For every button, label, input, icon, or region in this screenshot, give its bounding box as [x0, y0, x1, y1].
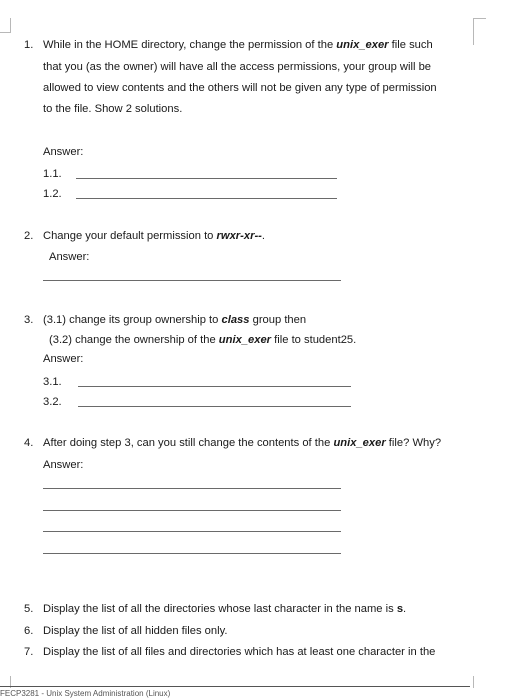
q7-number: 7. [24, 646, 34, 658]
q6-text: Display the list of all hidden files only. [43, 625, 228, 637]
q1-line-2: that you (as the owner) will have all the access permissions, your group will be [43, 61, 432, 73]
q3-text-c: group then [249, 314, 307, 326]
q3-text-2c: file to student25. [271, 334, 357, 346]
q1-answer-1-label: 1.1. [43, 168, 62, 180]
q2-text-a: Change your default permission to [43, 230, 217, 242]
q3-number: 3. [24, 314, 34, 326]
q3-answer-1-label: 3.1. [43, 376, 62, 388]
q3-text-a: (3.1) change its group ownership to [43, 314, 222, 326]
footer-rule [0, 686, 470, 687]
q1-answer-2-line[interactable] [76, 198, 337, 199]
q7-text: Display the list of all files and directories which has at least one character in the [43, 646, 436, 658]
q2-answer-label: Answer: [49, 251, 90, 263]
q4-answer-line-3[interactable] [43, 531, 341, 532]
q3-group: class [221, 314, 250, 326]
q5-number: 5. [24, 603, 34, 615]
q5-char: s [396, 603, 404, 615]
q5-text [43, 603, 406, 615]
q1-line-1 [43, 39, 433, 51]
q3-line-1 [43, 314, 306, 326]
q5-text-a: Display the list of all the directories whose last character in the name is [43, 603, 397, 615]
q1-text-c: file such [388, 39, 433, 51]
q4-answer-line-2[interactable] [43, 510, 341, 511]
q4-number: 4. [24, 437, 34, 449]
q1-number: 1. [24, 39, 34, 51]
q3-answer-2-line[interactable] [78, 406, 351, 407]
footer-text: FECP3281 - Unix System Administration (Linux) [0, 689, 171, 698]
crop-mark-bottom-right [473, 676, 486, 688]
q3-line-2 [49, 334, 356, 346]
q1-answer-2-label: 1.2. [43, 188, 62, 200]
q3-filename: unix_exer [218, 334, 272, 346]
q5-text-c: . [403, 603, 407, 615]
q4-answer-label: Answer: [43, 459, 84, 471]
q2-answer-line[interactable] [43, 280, 341, 281]
q4-text-c: file? Why? [385, 437, 442, 449]
q6-number: 6. [24, 625, 34, 637]
q1-line-4: to the file. Show 2 solutions. [43, 103, 183, 115]
q2-number: 2. [24, 230, 34, 242]
q3-answer-1-line[interactable] [78, 386, 351, 387]
q1-answer-1-line[interactable] [76, 178, 337, 179]
q1-answer-label: Answer: [43, 146, 84, 158]
q1-filename: unix_exer [336, 39, 389, 51]
q1-text-a: While in the HOME directory, change the permission of the [43, 39, 337, 51]
q4-answer-line-1[interactable] [43, 488, 341, 489]
q3-answer-label: Answer: [43, 353, 84, 365]
q4-filename: unix_exer [333, 437, 386, 449]
q4-answer-line-4[interactable] [43, 553, 341, 554]
q1-line-3: allowed to view contents and the others will not be given any type of permission [43, 82, 437, 94]
crop-mark-top-left [0, 18, 11, 33]
q2-permission: rwxr-xr-- [216, 230, 262, 242]
q3-text-2a: (3.2) change the ownership of the [49, 334, 219, 346]
q2-text [43, 230, 265, 242]
q3-answer-2-label: 3.2. [43, 396, 62, 408]
crop-mark-top-right [473, 18, 486, 45]
q2-text-c: . [261, 230, 266, 242]
q4-text-a: After doing step 3, can you still change the contents of the [43, 437, 334, 449]
q4-text [43, 437, 441, 449]
